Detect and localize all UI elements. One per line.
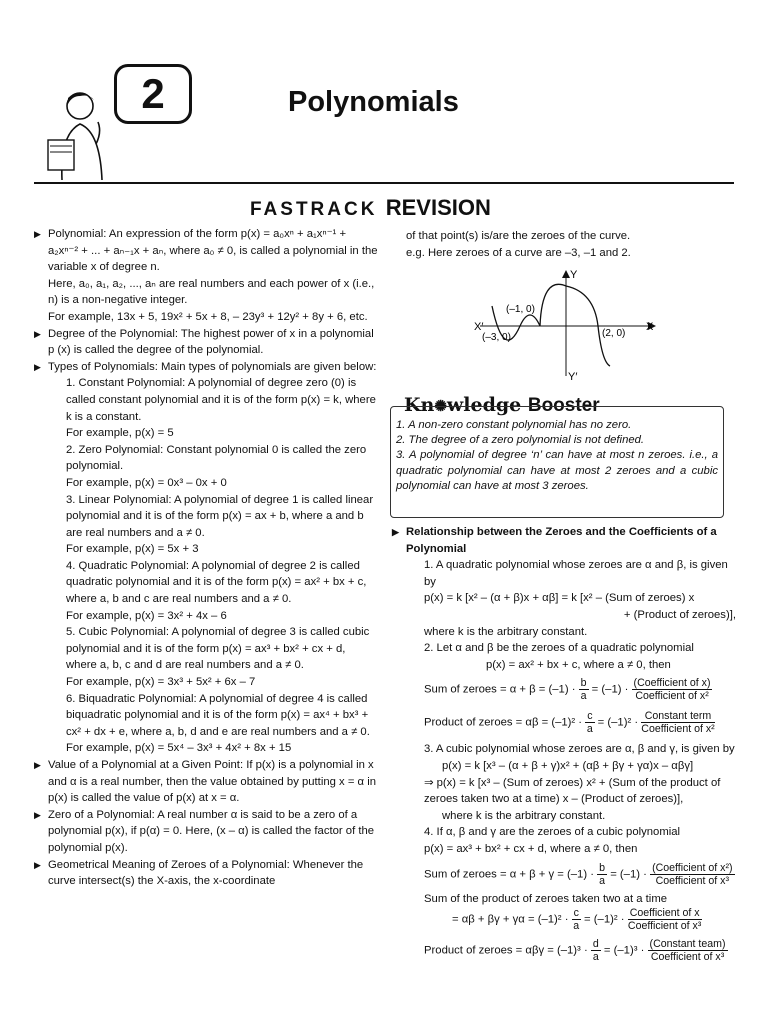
point-two: (2, 0) xyxy=(602,328,626,339)
rel-item-2: 2. Let α and β be the zeroes of a quadratic polynomial xyxy=(424,642,694,655)
type-zero: 2. Zero Polynomial: Constant polynomial 0 is called the zero polynomial. xyxy=(66,443,367,473)
rel-item-1b: + (Product of zeroes)], xyxy=(623,608,736,621)
right-column-top xyxy=(406,228,736,261)
definition-geometrical: ▶ Geometrical Meaning of Zeroes of a Polynomial: Whenever the curve intersect(s) the X-axis, the x-coordinate xyxy=(48,857,378,890)
booster-title-c: Booster xyxy=(527,395,600,416)
polynomial-note: Here, a₀, a₁, a₂, ..., aₙ are real numbers and each power of x (i.e., n) is a non-negative integer. xyxy=(48,277,375,307)
geometrical-continued: of that point(s) is/are the zeroes of the curve. xyxy=(406,230,631,242)
rel-item-3a: p(x) = k [x³ – (α + β + γ)x² + (αβ + βγ + γα)x – αβγ] xyxy=(442,759,694,772)
definition-degree: ▶ Degree of the Polynomial: The highest power of x in a polynomial p (x) is called the degree of the polynomial. xyxy=(48,326,378,359)
axis-x-neg: X′ xyxy=(474,321,484,333)
example-zero: For example, p(x) = 0x³ – 0x + 0 xyxy=(66,476,227,489)
example-constant: For example, p(x) = 5 xyxy=(66,427,174,440)
point-minus-three: (–3, 0) xyxy=(482,332,511,343)
banner-revision: REVISION xyxy=(385,195,491,220)
banner-fastrack: FASTRACK xyxy=(250,199,378,220)
two-at-a-time-label: Sum of the product of zeroes taken two at a time xyxy=(424,892,668,905)
rel-item-3: 3. A cubic polynomial whose zeroes are α, β and γ, is given by xyxy=(424,743,735,756)
fastrack-revision-banner xyxy=(250,195,491,221)
definition-types: ▶ Types of Polynomials: Main types of polynomials are given below: xyxy=(48,359,378,376)
point-minus-one: (–1, 0) xyxy=(506,304,535,315)
geometrical-example: e.g. Here zeroes of a curve are –3, –1 and 2. xyxy=(406,246,631,259)
cubic-sum-of-zeroes: Sum of zeroes = α + β + γ = (–1) · $\frac{b}{a}$ = (–1) · $\frac{\text{(Coefficient of x²)}}{\text{Coefficient of x³}}$ xyxy=(424,861,733,887)
brain-icon: ✺ xyxy=(434,398,447,415)
type-cubic: 5. Cubic Polynomial: A polynomial of degree 3 is called cubic polynomial and it is of the form p(x) = ax³ + bx² + cx + d, where a, b, c and d are real numbers and a ≠ 0. xyxy=(66,626,370,672)
type-quadratic: 4. Quadratic Polynomial: A polynomial of degree 2 is called quadratic polynomial and it is of the form p(x) = ax² + bx + c, where a, b and c are real numbers and a ≠ 0. xyxy=(66,559,367,606)
cubic-product-of-zeroes: Product of zeroes = αβγ = (–1)³ · $\frac{d}{a}$ = (–1)³ · $\frac{\text{(Constant team)}}{\text{Coefficient of x³}}$ xyxy=(424,938,726,964)
definition-zero: ▶ Zero of a Polynomial: A real number α is said to be a zero of a polynomial p(x), if p(α) = 0. Here, (x – α) is called the factor of the polynomial p(x). xyxy=(48,807,378,857)
example-quadratic: For example, p(x) = 3x² + 4x – 6 xyxy=(66,609,227,622)
chapter-number: 2 xyxy=(114,64,192,124)
type-biquadratic: 6. Biquadratic Polynomial: A polynomial of degree 4 is called biquadratic polynomial and it is of the form p(x) = ax⁴ + bx³ + cx² + dx + e, where a, b, d and e are real numbers and a ≠ 0. xyxy=(66,692,370,738)
definition-polynomial: ▶ Polynomial: An expression of the form p(x) = a₀xⁿ + a₁xⁿ⁻¹ + a₂xⁿ⁻² + ... + aₙ₋₁x + aₙ, where a₀ ≠ 0, is called a polynomial in the variable x of degree n. xyxy=(48,226,378,276)
rel-item-1a: p(x) = k [x² – (α + β)x + αβ] = k [x² – (Sum of zeroes) x xyxy=(424,592,695,605)
rel-item-1c: where k is the arbitrary constant. xyxy=(424,625,588,638)
booster-title-b: wledge xyxy=(446,394,522,416)
polynomial-example: For example, 13x + 5, 19x² + 5x + 8, – 23y³ + 12y² + 8y + 6, etc. xyxy=(48,310,368,323)
header-divider xyxy=(34,182,734,184)
relationship-section xyxy=(406,524,736,963)
type-linear: 3. Linear Polynomial: A polynomial of degree 1 is called linear polynomial and it is of the form p(x) = ax + b, where a and b are real numbers and a ≠ 0. xyxy=(66,493,374,539)
rel-item-4: 4. If α, β and γ are the zeroes of a cubic polynomial xyxy=(424,826,681,839)
booster-title-a: Kn xyxy=(404,394,435,416)
rel-item-3c: where k is the arbitrary constant. xyxy=(442,809,606,822)
booster-item: 2. The degree of a zero polynomial is not defined. xyxy=(396,434,645,447)
example-biquadratic: For example, p(x) = 5x⁴ – 3x³ + 4x² + 8x + 15 xyxy=(66,742,292,755)
two-at-a-time-expression: = αβ + βγ + γα = (–1)² · $\frac{c}{a}$ = (–1)² · $\frac{\text{Coefficient of x}}{\text{Coefficient of x³}}$ xyxy=(452,907,702,933)
example-cubic: For example, p(x) = 3x³ + 5x² + 6x – 7 xyxy=(66,676,256,689)
axis-y: Y xyxy=(570,269,578,281)
booster-item: 3. A polynomial of degree ‘n’ can have at most n zeroes. i.e., a quadratic polynomial can have at most 2 zeroes and a cubic polynomial can have at most 3 zeroes. xyxy=(396,449,718,492)
relationship-heading: ▶ Relationship between the Zeroes and the Coefficients of a Polynomial xyxy=(406,524,736,557)
rel-item-2a: p(x) = ax² + bx + c, where a ≠ 0, then xyxy=(486,658,671,671)
example-linear: For example, p(x) = 5x + 3 xyxy=(66,543,199,556)
definition-value: ▶ Value of a Polynomial at a Given Point: If p(x) is a polynomial in x and α is a real number, then the value obtained by putting x = α in p(x) is called the value of p(x) at x = α. xyxy=(48,757,378,807)
left-column xyxy=(48,226,378,890)
booster-item: 1. A non-zero constant polynomial has no zero. xyxy=(396,419,632,431)
type-constant: 1. Constant Polynomial: A polynomial of degree zero (0) is called constant polynomial and it is of the form p(x) = k, where k is a constant. xyxy=(66,377,376,423)
axis-y-neg: Y′ xyxy=(568,371,578,382)
product-of-zeroes: Product of zeroes = αβ = (–1)² · $\frac{c}{a}$ = (–1)² · $\frac{\text{Constant term}}{\text{Coefficient of x²}}$ xyxy=(424,710,715,736)
axis-x: X xyxy=(646,321,654,333)
chapter-title: Polynomials xyxy=(288,86,459,118)
rel-item-4a: p(x) = ax³ + bx² + cx + d, where a ≠ 0, then xyxy=(424,842,638,855)
zeroes-curve-graph xyxy=(470,266,670,382)
rel-item-3b: ⇒ p(x) = k [x³ – (Sum of zeroes) x² + (Sum of the product of zeroes taken two at a time) x – (Product of zeroes)], xyxy=(424,776,721,806)
knowledge-booster-list xyxy=(396,418,718,494)
sum-of-zeroes: Sum of zeroes = α + β = (–1) · $\frac{b}{a}$ = (–1) · $\frac{\text{(Coefficient of x)}}{\text{Coefficient of x²}}$ xyxy=(424,677,711,703)
rel-item-1: 1. A quadratic polynomial whose zeroes are α and β, is given by xyxy=(424,559,728,588)
